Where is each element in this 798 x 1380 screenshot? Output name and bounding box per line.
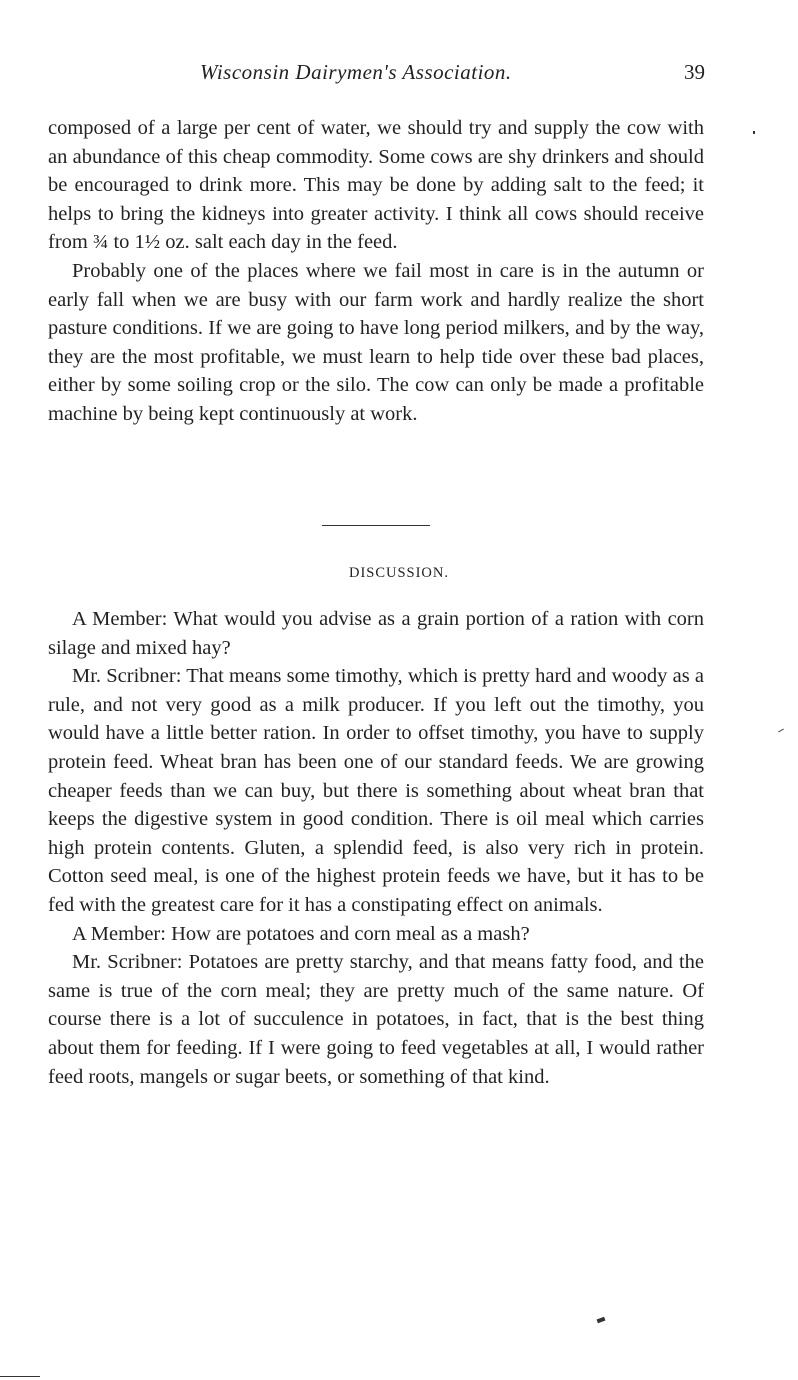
paragraph: Probably one of the places where we fail most in care is in the autumn or early fall when we are busy with our farm work and hardly realize the short pasture conditions. If we are going to have long period milkers, and by the way, they are the most profitable, we must learn to help tide over these bad places, either by some soiling crop or the silo. The cow can only be made a profitable machine by being kept continuously at work. [48, 259, 704, 425]
discussion-paragraph: A Member: How are potatoes and corn meal as a mash? [72, 922, 530, 945]
section-divider [322, 525, 430, 526]
discussion-paragraph: Mr. Scribner: Potatoes are pretty starchy, and that means fatty food, and the same is true of the corn meal; they are pretty much of the same nature. Of course there is a lot of succulence in potatoes, in fact, that is the best thing about them for feeding. If I were going to feed vegetables at all, I would rather feed roots, mangels or sugar beets, or something of that kind. [48, 951, 704, 1088]
running-title: Wisconsin Dairymen's Association. [200, 60, 512, 84]
paragraph: composed of a large per cent of water, we should try and supply the cow with an abundance of this cheap commodity. Some cows are shy drinkers and should be encouraged to drink more. This may be done by adding salt to the feed; it helps to bring the kidneys into greater activity. I think all cows should receive from ¾ to 1½ oz. salt each day in the feed. [48, 117, 704, 254]
print-speck [0, 1376, 40, 1377]
print-speck [778, 729, 784, 733]
section-heading: DISCUSSION. [348, 565, 450, 581]
print-speck [597, 1317, 606, 1323]
discussion-paragraph: A Member: What would you advise as a grain portion of a ration with corn silage and mixed hay? [48, 608, 704, 659]
body-text-top [48, 114, 704, 429]
print-speck [753, 131, 755, 134]
discussion-text [48, 605, 704, 1091]
running-head [200, 60, 705, 90]
page-number: 39 [684, 60, 705, 84]
discussion-paragraph: Mr. Scribner: That means some timothy, which is pretty hard and woody as a rule, and not very good as a milk producer. If you left out the timothy, you would have a little better ration. In order to offset timothy, you have to supply protein feed. Wheat bran has been one of our standard feeds. We are growing cheaper feeds than we can buy, but there is something about wheat bran that keeps the digestive system in good condition. There is oil meal which carries high protein contents. Gluten, a splendid feed, is also very rich in protein. Cotton seed meal, is one of the highest protein feeds we have, but it has to be fed with the greatest care for it has a constipating effect on animals. [48, 665, 704, 916]
